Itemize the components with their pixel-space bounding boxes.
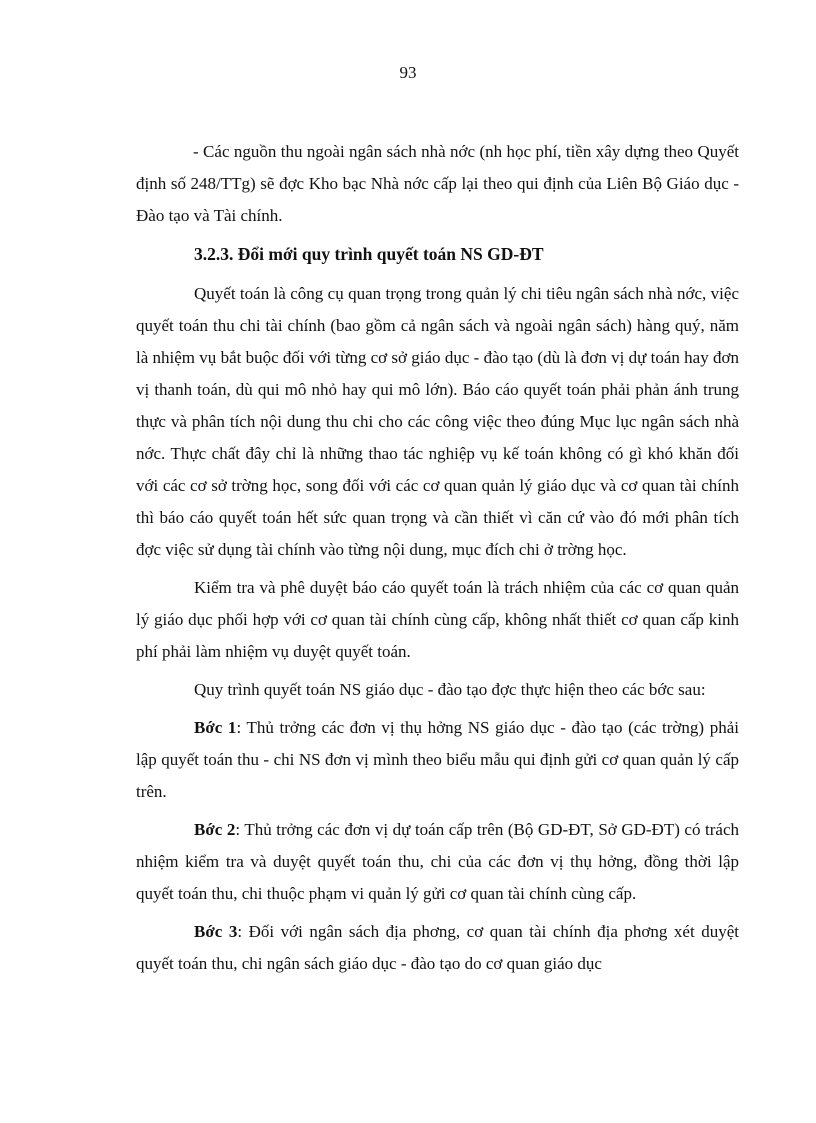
step-paragraph	[136, 712, 739, 808]
step-label: Bớc 3	[194, 922, 238, 941]
paragraph-procedure-intro: Quy trình quyết toán NS giáo dục - đào tạo đợc thực hiện theo các bớc sau:	[194, 680, 706, 699]
step-label: Bớc 1	[194, 718, 237, 737]
step-paragraph	[136, 916, 739, 980]
step-label: Bớc 2	[194, 820, 236, 839]
step-text: : Thủ trởng các đơn vị thụ hởng NS giáo dục - đào tạo (các trờng) phải lập quyết toán thu - chi NS đơn vị mình theo biểu mẫu qui định gửi cơ quan quản lý cấp trên.	[136, 718, 739, 801]
paragraph-revenue-sources: - Các nguồn thu ngoài ngân sách nhà nớc (nh học phí, tiền xây dựng theo Quyết định số 248/TTg) sẽ đợc Kho bạc Nhà nớc cấp lại theo qui định của Liên Bộ Giáo dục - Đào tạo và Tài chính.	[136, 142, 739, 225]
paragraph-settlement-overview: Quyết toán là công cụ quan trọng trong quản lý chi tiêu ngân sách nhà nớc, việc quyết toán thu chi tài chính (bao gồm cả ngân sách và ngoài ngân sách) hàng quý, năm là nhiệm vụ bắt buộc đối với từng cơ sở giáo dục - đào tạo (dù là đơn vị dự toán hay đơn vị thanh toán, dù qui mô nhỏ hay qui mô lớn). Báo cáo quyết toán phải phản ánh trung thực và phân tích nội dung thu chi cho các công việc theo đúng Mục lục ngân sách nhà nớc. Thực chất đây chỉ là những thao tác nghiệp vụ kế toán không có gì khó khăn đối với các cơ sở trờng học, song đối với các cơ quan quản lý giáo dục và cơ quan tài chính thì báo cáo quyết toán hết sức quan trọng và cần thiết vì căn cứ vào đó mới phân tích đợc việc sử dụng tài chính vào từng nội dung, mục đích chi ở trờng học.	[136, 284, 739, 559]
document-body	[136, 136, 739, 986]
paragraph-inspection-approval: Kiểm tra và phê duyệt báo cáo quyết toán là trách nhiệm của các cơ quan quản lý giáo dục phối hợp với cơ quan tài chính cùng cấp, không nhất thiết cơ quan cấp kinh phí phải làm nhiệm vụ duyệt quyết toán.	[136, 578, 739, 661]
step-text: : Đối với ngân sách địa phơng, cơ quan tài chính địa phơng xét duyệt quyết toán thu, chi ngân sách giáo dục - đào tạo do cơ quan giáo dục	[136, 922, 739, 973]
step-text: : Thủ trởng các đơn vị dự toán cấp trên (Bộ GD-ĐT, Sở GD-ĐT) có trách nhiệm kiểm tra và duyệt quyết toán thu, chi của các đơn vị thụ hởng, đồng thời lập quyết toán thu, chi thuộc phạm vi quản lý gửi cơ quan tài chính cùng cấp.	[136, 820, 739, 903]
step-paragraph	[136, 814, 739, 910]
page-number: 93	[399, 63, 417, 82]
section-heading: 3.2.3. Đổi mới quy trình quyết toán NS GD-ĐT	[194, 244, 544, 264]
